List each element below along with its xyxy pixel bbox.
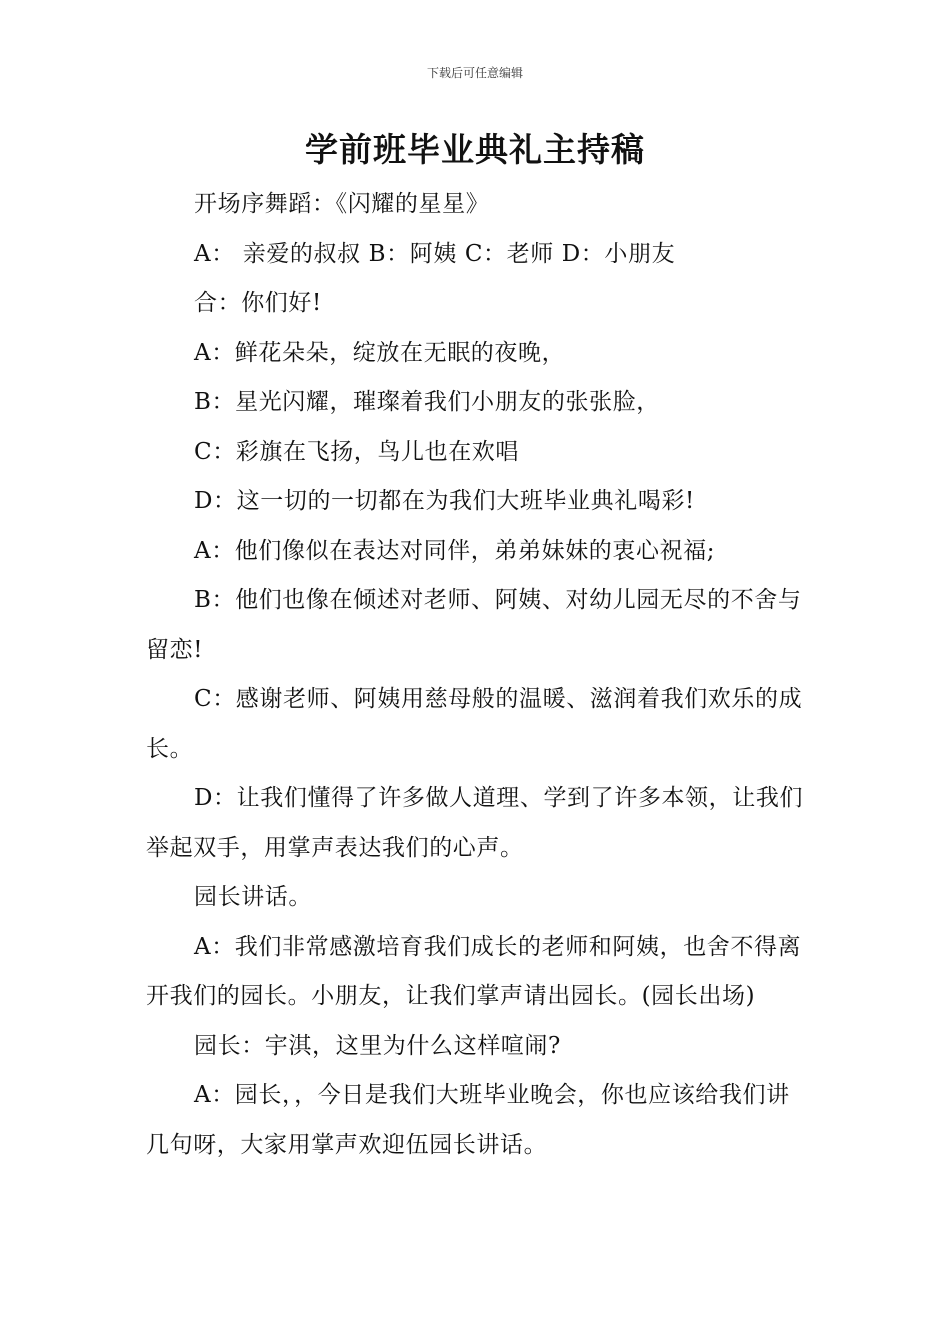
paragraph-d-applause: D：让我们懂得了许多做人道理、学到了许多本领，让我们举起双手，用掌声表达我们的心声。 [146,785,804,861]
paragraph-opening-dance: 开场序舞蹈：《闪耀的星星》 [194,191,490,217]
paragraph-b-stars: B：星光闪耀，璀璨着我们小朋友的张张脸， [194,389,660,415]
paragraph-b-farewell: B：他们也像在倾述对老师、阿姨、对幼儿园无尽的不舍与留恋! [146,587,802,663]
paragraph-greeting-roles: A： 亲爱的叔叔 B：阿姨 C：老师 D：小朋友 [194,240,676,267]
paragraph-d-cheer: D：这一切的一切都在为我们大班毕业典礼喝彩! [194,488,695,514]
paragraph-principal-question: 园长：宇淇，这里为什么这样喧闹? [194,1032,561,1059]
paragraph-c-flags: C：彩旗在飞扬，鸟儿也在欢唱 [194,438,519,465]
paragraph-a-welcome-principal: A：园长，，今日是我们大班毕业晚会，你也应该给我们讲几句呀，大家用掌声欢迎伍园长讲话。 [146,1082,790,1158]
paragraph-hello: 合：你们好! [194,290,322,316]
paragraph-principal-speech: 园长讲话。 [194,884,312,910]
document-body [146,180,808,1170]
document-title: 学前班毕业典礼主持稿 [305,130,645,169]
paragraph-a-blessing: A：他们像似在表达对同伴，弟弟妹妹的衷心祝福; [194,537,716,564]
paragraph-c-thanks: C：感谢老师、阿姨用慈母般的温暖、滋润着我们欢乐的成长。 [146,686,803,762]
paragraph-a-flowers: A：鲜花朵朵，绽放在无眠的夜晚， [194,339,566,366]
paragraph-a-invite-principal: A：我们非常感激培育我们成长的老师和阿姨，也舍不得离开我们的园长。小朋友，让我们掌声请出园长。(园长出场) [146,933,802,1009]
header-note: 下载后可任意编辑 [426,66,523,80]
